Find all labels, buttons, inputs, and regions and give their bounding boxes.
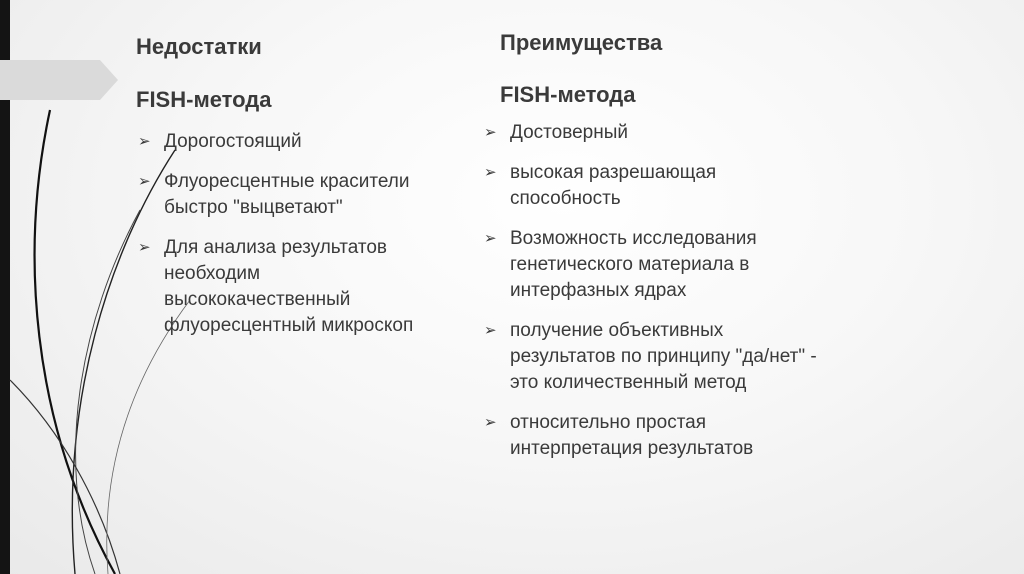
arrow-bullet-icon: ➢ — [484, 164, 497, 181]
disadvantages-subheading: FISH-метода — [136, 87, 272, 112]
list-item: ➢ Достоверный — [482, 120, 882, 146]
arrow-bullet-icon: ➢ — [484, 230, 497, 247]
advantages-heading: Преимущества — [500, 30, 663, 55]
disadvantages-list — [136, 129, 476, 339]
list-item: ➢ высокая разрешающая способность — [484, 162, 717, 209]
arrow-bullet-icon: ➢ — [138, 239, 151, 256]
disadvantages-column — [136, 34, 476, 353]
advantages-list — [482, 120, 882, 462]
list-item: ➢ Возможность исследования генетического материала в интерфазных ядрах — [484, 228, 757, 301]
list-item: ➢ Флуоресцентные красители быстро "выцветают" — [138, 171, 410, 218]
arrow-bullet-icon: ➢ — [484, 414, 497, 431]
arrow-bullet-icon: ➢ — [138, 173, 151, 190]
advantages-column — [482, 30, 882, 476]
advantages-subheading: FISH-метода — [500, 82, 636, 107]
arrow-bullet-icon: ➢ — [138, 133, 151, 150]
list-item: ➢ Дорогостоящий — [136, 129, 476, 155]
arrow-bullet-icon: ➢ — [484, 322, 497, 339]
list-item: ➢ получение объективных результатов по принципу "да/нет" - это количественный метод — [484, 320, 817, 393]
list-item: ➢ относительно простая интерпретация результатов — [484, 412, 754, 459]
arrow-bullet-icon: ➢ — [484, 124, 497, 141]
list-item: ➢ Для анализа результатов необходим высококачественный флуоресцентный микроскоп — [138, 237, 414, 336]
disadvantages-heading: Недостатки — [136, 34, 262, 59]
